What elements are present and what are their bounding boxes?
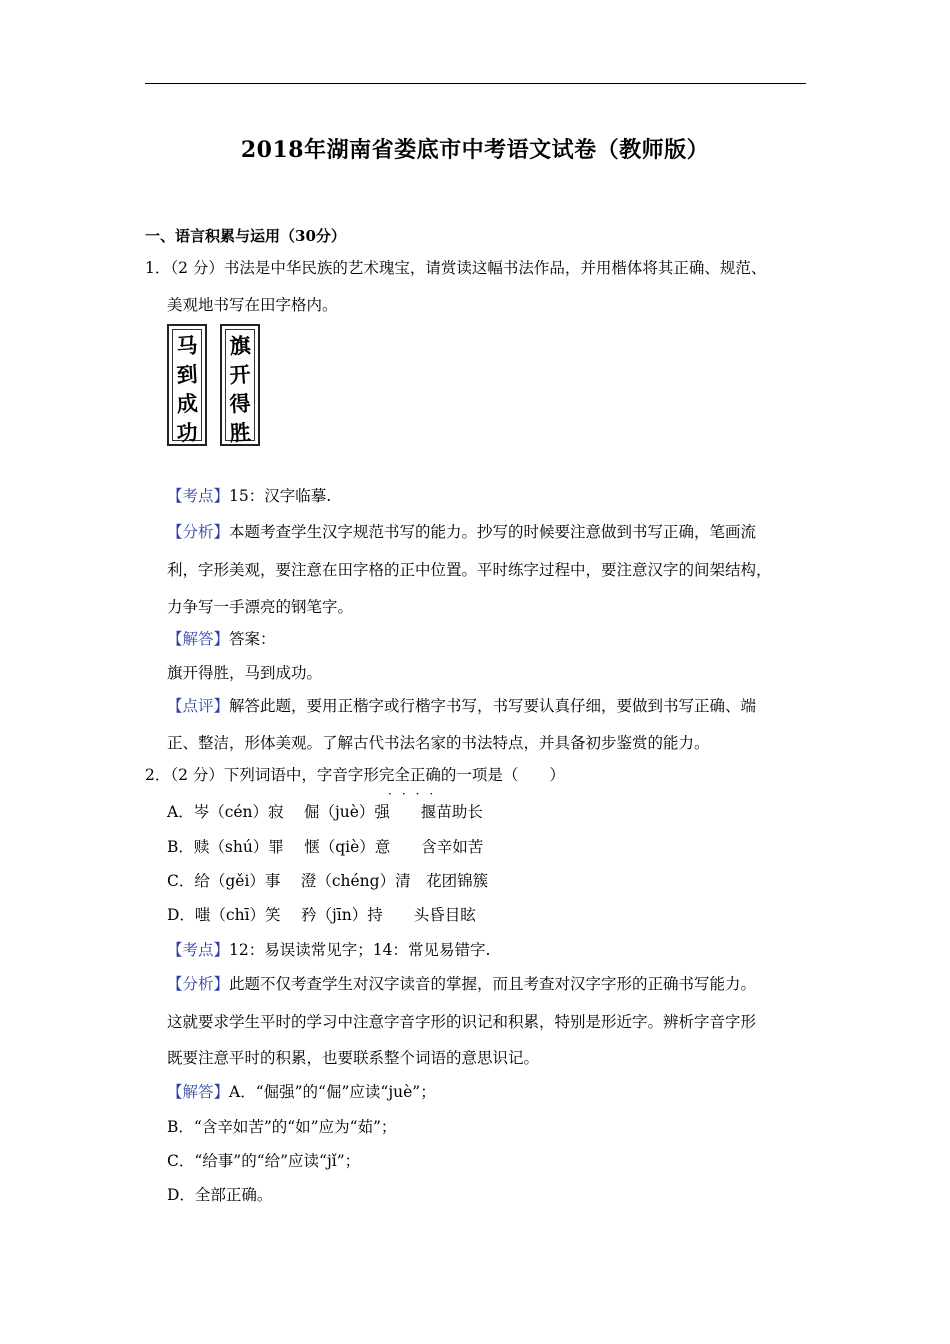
q1-answer: 旗开得胜，马到成功。 [167, 664, 323, 682]
q1-kaodian [167, 486, 331, 506]
q1-stem-line1: 1．（2 分）书法是中华民族的艺术瑰宝，请赏读这幅书法作品，并用楷体将其正确、规范、 [145, 259, 767, 277]
calligraphy-char: 旗 [228, 332, 252, 359]
jieda-tag: 【解答】 [167, 1083, 230, 1101]
q2-fenxi-line2: 这就要求学生平时的学习中注意字音字形的识记和积累，特别是形近字。辨析字音字形 [167, 1013, 757, 1031]
calligraphy-char: 开 [228, 361, 252, 388]
calligraphy-char: 胜 [228, 419, 252, 446]
header-rule [145, 83, 806, 84]
kaodian-text: 15：汉字临摹. [229, 487, 332, 505]
kaodian-tag: 【考点】 [167, 487, 230, 505]
q2-stem: 2．（2 分）下列词语中，字音字形完全正确的一项是（ ） [145, 766, 565, 784]
fenxi-text: 本题考查学生汉字规范书写的能力。抄写的时候要注意做到书写正确，笔画流 [229, 523, 757, 541]
calligraphy-column-right [220, 324, 260, 446]
q1-fenxi [167, 522, 756, 542]
calligraphy-char: 马 [175, 332, 199, 359]
q2-option-d: D．嗤（chī）笑 矜（jīn）持 头昏目眩 [167, 906, 476, 924]
q2-jieda-b: B．“含辛如苦”的“如”应为“茹”； [167, 1118, 397, 1136]
q1-stem-line2: 美观地书写在田字格内。 [167, 296, 338, 314]
calligraphy-char: 得 [228, 390, 252, 417]
fenxi-tag: 【分析】 [167, 523, 230, 541]
kaodian-text: 12：易误读常见字；14：常见易错字. [229, 941, 491, 959]
dianping-tag: 【点评】 [167, 697, 230, 715]
q2-jieda-d: D．全部正确。 [167, 1186, 273, 1204]
calligraphy-column-left [167, 324, 207, 446]
q1-dianping [167, 696, 756, 716]
q1-fenxi-line3: 力争写一手漂亮的钢笔字。 [167, 598, 354, 616]
calligraphy-char: 到 [175, 361, 199, 388]
q1-fenxi-line2: 利，字形美观，要注意在田字格的正中位置。平时练字过程中，要注意汉字的间架结构， [167, 561, 772, 579]
q2-jieda [167, 1082, 436, 1102]
page-title: 2018年湖南省娄底市中考语文试卷（教师版） [240, 137, 710, 163]
emphasis-dots: ···· [388, 787, 444, 801]
q1-dianping-line2: 正、整洁，形体美观。了解古代书法名家的书法特点，并具备初步鉴赏的能力。 [167, 734, 710, 752]
jieda-text: A．“倔强”的“倔”应读“juè”； [229, 1083, 436, 1101]
q2-fenxi-line3: 既要注意平时的积累，也要联系整个词语的意思识记。 [167, 1049, 540, 1067]
q1-jieda [167, 629, 276, 649]
jieda-tag: 【解答】 [167, 630, 230, 648]
q2-fenxi [167, 974, 756, 994]
q2-option-a: A．岑（cén）寂 倔（juè）强 揠苗助长 [167, 803, 483, 821]
q2-option-b: B．赎（shú）罪 惬（qiè）意 含辛如苦 [167, 838, 484, 856]
fenxi-tag: 【分析】 [167, 975, 230, 993]
dianping-text: 解答此题，要用正楷字或行楷字书写，书写要认真仔细，要做到书写正确、端 [229, 697, 757, 715]
calligraphy-char: 功 [175, 419, 199, 446]
jieda-text: 答案： [229, 630, 276, 648]
section-heading: 一、语言积累与运用（30分） [145, 227, 346, 245]
q2-jieda-c: C．“给事”的“给”应读“jǐ”； [167, 1152, 361, 1170]
calligraphy-char: 成 [175, 390, 199, 417]
q2-kaodian [167, 940, 490, 960]
fenxi-text: 此题不仅考查学生对汉字读音的掌握，而且考查对汉字字形的正确书写能力。 [229, 975, 757, 993]
q2-option-c: C．给（gěi）事 澄（chéng）清 花团锦簇 [167, 872, 489, 890]
kaodian-tag: 【考点】 [167, 941, 230, 959]
